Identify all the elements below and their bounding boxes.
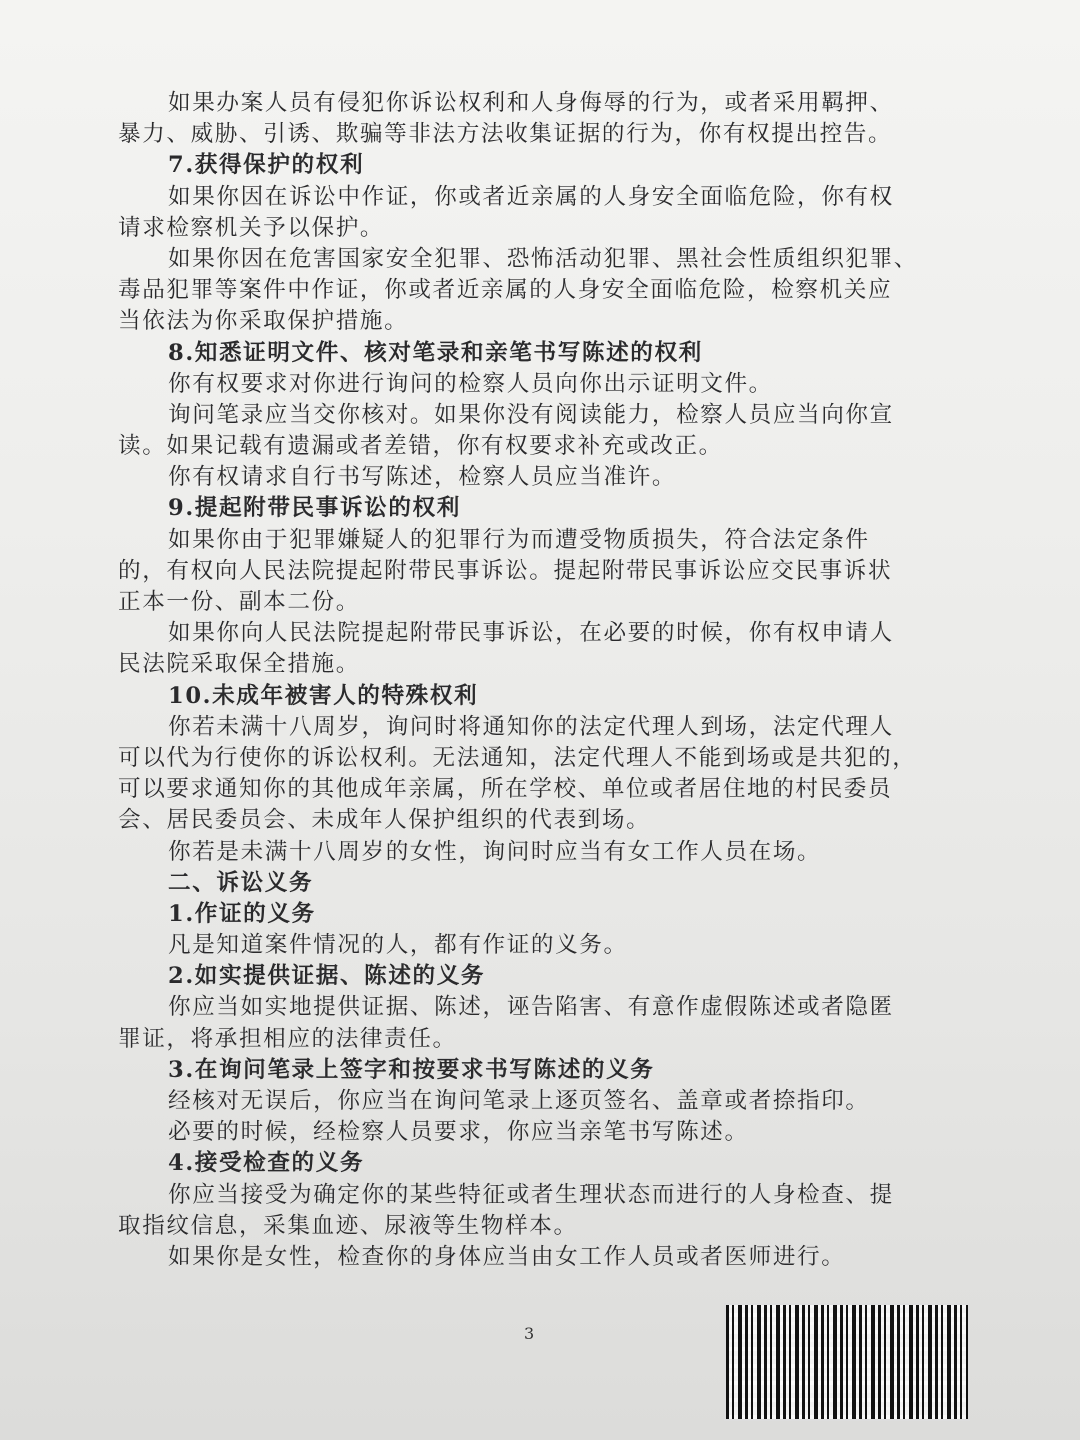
text-line: 的，有权向人民法院提起附带民事诉讼。提起附带民事诉讼应交民事诉状 [118, 557, 893, 584]
text-line: 如果你向人民法院提起附带民事诉讼，在必要的时候，你有权申请人 [168, 620, 894, 647]
section-heading: 1.作证的义务 [168, 900, 316, 927]
text-line: 当依法为你采取保护措施。 [118, 308, 409, 335]
text-line: 你若是未满十八周岁的女性，询问时应当有女工作人员在场。 [168, 838, 822, 865]
text-line: 你有权请求自行书写陈述，检察人员应当准许。 [168, 464, 677, 491]
section-heading: 4.接受检查的义务 [168, 1150, 365, 1177]
text-line: 读。如果记载有遗漏或者差错，你有权要求补充或改正。 [118, 433, 723, 460]
section-heading: 二、诉讼义务 [168, 869, 314, 896]
text-line: 暴力、威胁、引诱、欺骗等非法方法收集证据的行为，你有权提出控告。 [118, 121, 893, 148]
text-line: 毒品犯罪等案件中作证，你或者近亲属的人身安全面临危险，检察机关应 [118, 277, 893, 304]
barcode-icon [724, 1303, 970, 1421]
text-line: 如果你因在危害国家安全犯罪、恐怖活动犯罪、黑社会性质组织犯罪、 [168, 245, 919, 272]
section-heading: 7.获得保护的权利 [168, 152, 365, 179]
text-line: 可以要求通知你的其他成年亲属，所在学校、单位或者居住地的村民委员 [118, 776, 893, 803]
text-line: 取指纹信息，采集血迹、尿液等生物样本。 [118, 1212, 578, 1239]
text-line: 你应当如实地提供证据、陈述，诬告陷害、有意作虚假陈述或者隐匿 [168, 994, 894, 1021]
text-line: 正本一份、副本二份。 [118, 589, 360, 615]
text-line: 如果你由于犯罪嫌疑人的犯罪行为而遭受物质损失，符合法定条件 [168, 526, 870, 553]
section-heading: 10.未成年被害人的特殊权利 [168, 682, 479, 709]
section-heading: 3.在询问笔录上签字和按要求书写陈述的义务 [168, 1056, 655, 1083]
section-heading: 9.提起附带民事诉讼的权利 [168, 495, 461, 522]
document-body [118, 88, 948, 1273]
text-line: 如果你是女性，检查你的身体应当由女工作人员或者医师进行。 [168, 1243, 846, 1270]
text-line: 你若未满十八周岁，询问时将通知你的法定代理人到场，法定代理人 [168, 713, 894, 740]
text-line: 经核对无误后，你应当在询问笔录上逐页签名、盖章或者捺指印。 [168, 1088, 870, 1114]
text-line: 罪证，将承担相应的法律责任。 [118, 1025, 457, 1052]
text-line: 请求检察机关予以保护。 [118, 214, 385, 241]
text-line: 民法院采取保全措施。 [118, 651, 360, 678]
section-heading: 2.如实提供证据、陈述的义务 [168, 963, 486, 990]
text-line: 你应当接受为确定你的某些特征或者生理状态而进行的人身检查、提 [168, 1181, 894, 1208]
text-line: 凡是知道案件情况的人，都有作证的义务。 [168, 932, 628, 959]
text-line: 会、居民委员会、未成年人保护组织的代表到场。 [118, 807, 651, 834]
text-line: 如果办案人员有侵犯你诉讼权利和人身侮辱的行为，或者采用羁押、 [168, 90, 894, 116]
text-line: 可以代为行使你的诉讼权利。无法通知，法定代理人不能到场或是共犯的， [118, 744, 917, 771]
text-line: 询问笔录应当交你核对。如果你没有阅读能力，检察人员应当向你宣 [168, 401, 894, 428]
page-number: 3 [524, 1324, 535, 1343]
text-line: 如果你因在诉讼中作证，你或者近亲属的人身安全面临危险，你有权 [168, 183, 894, 210]
section-heading: 8.知悉证明文件、核对笔录和亲笔书写陈述的权利 [168, 339, 703, 366]
text-line: 你有权要求对你进行询问的检察人员向你出示证明文件。 [168, 370, 773, 397]
text-line: 必要的时候，经检察人员要求，你应当亲笔书写陈述。 [168, 1119, 749, 1146]
